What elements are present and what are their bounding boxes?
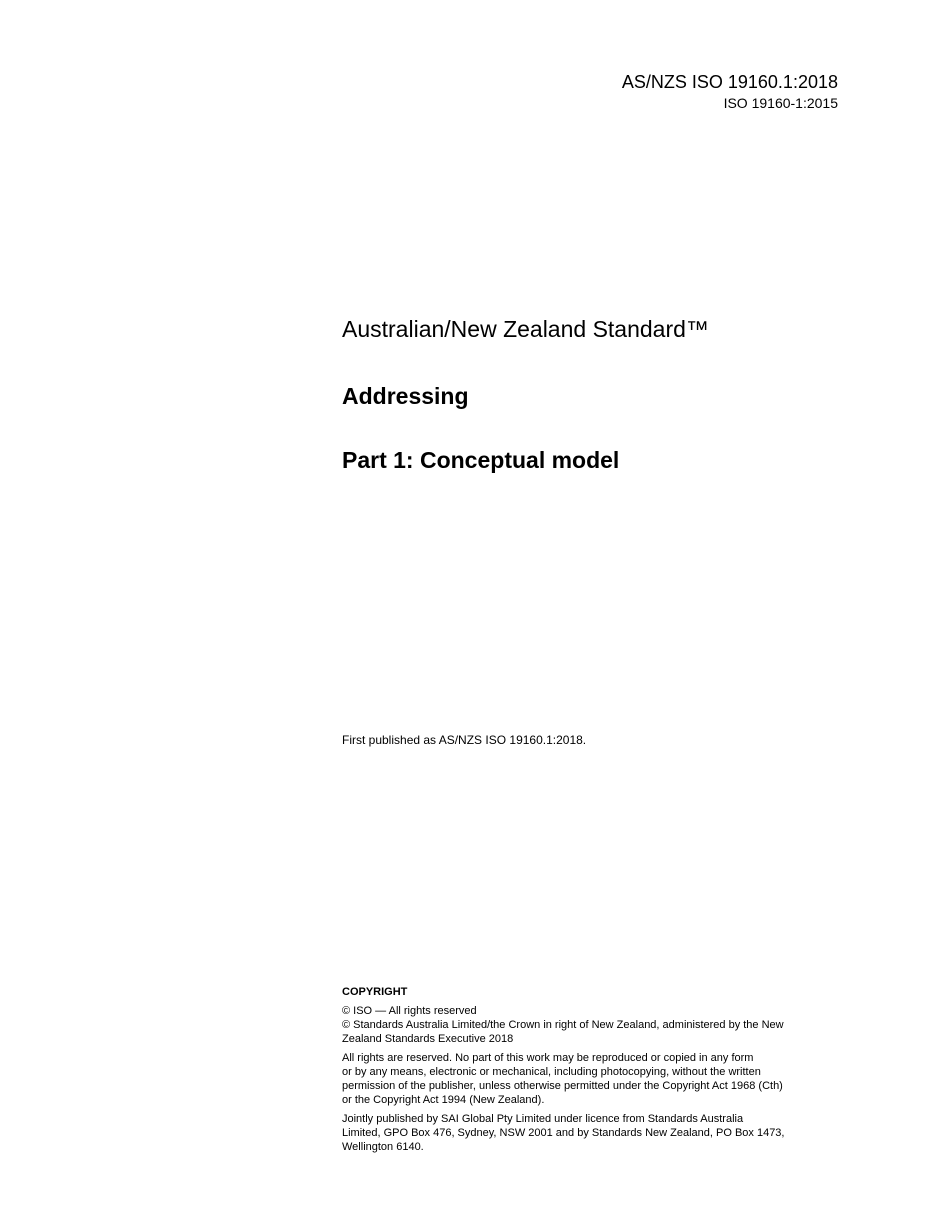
- text-line: Zealand Standards Executive 2018: [342, 1033, 514, 1045]
- text-line: or the Copyright Act 1994 (New Zealand).: [342, 1094, 545, 1106]
- text-line: Limited, GPO Box 476, Sydney, NSW 2001 and by Standards New Zealand, PO Box 1473,: [342, 1127, 785, 1139]
- text-line: All rights are reserved. No part of this work may be reproduced or copied in any form: [342, 1052, 754, 1064]
- text-line: © Standards Australia Limited/the Crown in right of New Zealand, administered by the New: [342, 1019, 784, 1031]
- first-published-note: First published as AS/NZS ISO 19160.1:2018.: [342, 733, 587, 747]
- publisher-statement: [342, 1112, 784, 1154]
- standard-type: Australian/New Zealand Standard™: [342, 316, 709, 342]
- copyright-heading: COPYRIGHT: [342, 986, 408, 998]
- document-subtitle: Part 1: Conceptual model: [342, 447, 620, 473]
- copyright-notice: [342, 1004, 784, 1046]
- text-line: Jointly published by SAI Global Pty Limited under licence from Standards Australia: [342, 1113, 744, 1125]
- standard-designation: AS/NZS ISO 19160.1:2018: [621, 72, 838, 92]
- document-title: Addressing: [342, 383, 469, 409]
- text-line: or by any means, electronic or mechanical, including photocopying, without the written: [342, 1066, 761, 1078]
- copyright-block: [342, 985, 784, 1159]
- text-line: permission of the publisher, unless otherwise permitted under the Copyright Act 1968 (Cth): [342, 1080, 783, 1092]
- rights-statement: [342, 1051, 784, 1107]
- iso-designation: ISO 19160-1:2015: [723, 95, 838, 111]
- text-line: Wellington 6140.: [342, 1141, 424, 1153]
- text-line: © ISO — All rights reserved: [342, 1005, 477, 1017]
